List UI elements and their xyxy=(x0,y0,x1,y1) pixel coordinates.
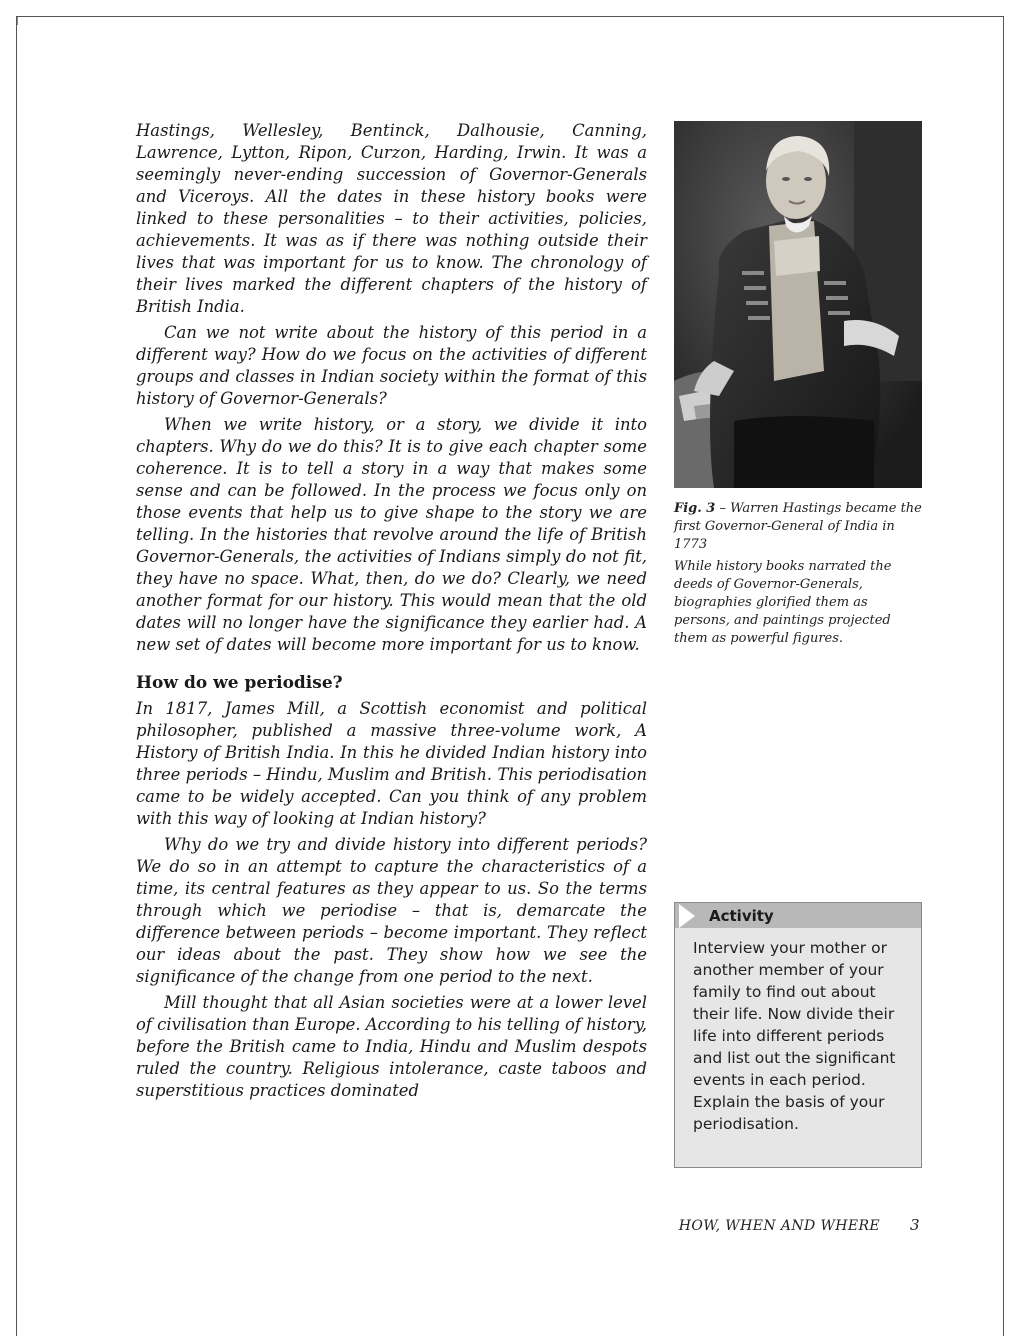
crop-mark xyxy=(17,17,18,25)
figure-label: Fig. 3 xyxy=(674,501,716,516)
caption-note: While history books narrated the deeds of Governor-Generals, biographies glorified them as persons, and paintings projected them as powerful figures. xyxy=(674,559,892,646)
activity-title: Activity xyxy=(709,906,774,925)
portrait-image xyxy=(674,121,922,488)
paragraph-6: Mill thought that all Asian societies were at a lower level of civilisation than Europe. According to his telling of history, before the British came to India, Hindu and Muslim despots ruled the country. Religious intolerance, caste taboos and superstitious practices dominated xyxy=(136,993,647,1100)
page-number: 3 xyxy=(910,1216,920,1234)
page-footer xyxy=(679,1216,920,1234)
section-heading: How do we periodise? xyxy=(136,673,343,693)
warren-hastings-portrait xyxy=(674,121,922,488)
figure-description: – Warren Hastings became the first Governor-General of India in 1773 xyxy=(674,501,922,552)
paragraph-5: Why do we try and divide history into different periods? We do so in an attempt to capture the characteristics of a time, its central features as they appear to us. So the terms through which we periodise – that is, demarcate the difference between periods – become important. They reflect our ideas about the past. They show how we see the significance of the change from one period to the next. xyxy=(136,835,647,986)
figure-caption xyxy=(674,500,922,652)
paragraph-4: In 1817, James Mill, a Scottish economist and political philosopher, published a massive three-volume work, A History of British India. In this he divided Indian history into three periods – Hindu, Muslim and British. This periodisation came to be widely accepted. Can you think of any problem with this way of looking at Indian history? xyxy=(136,699,647,828)
paragraph-3: When we write history, or a story, we divide it into chapters. Why do we do this? It is to give each chapter some coherence. It is to tell a story in a way that makes some sense and can be followed. In the process we focus only on those events that help us to give shape to the story we are telling. In the histories that revolve around the life of British Governor-Generals, the activities of Indians simply do not fit, they have no space. What, then, do we do? Clearly, we need another format for our history. This would mean that the old dates will no longer have the significance they earlier had. A new set of dates will become more important for us to know. xyxy=(136,415,647,654)
paragraph-1: Hastings, Wellesley, Bentinck, Dalhousie, Canning, Lawrence, Lytton, Ripon, Curzon, Harding, Irwin. It was a seemingly never-ending succession of Governor-Generals and Viceroys. All the dates in these history books were linked to these personalities – to their activities, policies, achievements. It was as if there was nothing outside their lives that was important for us to know. The chronology of their lives marked the different chapters of the history of British India. xyxy=(136,121,647,316)
paragraph-2: Can we not write about the history of this period in a different way? How do we focus on the activities of different groups and classes in Indian society within the format of this history of Governor-Generals? xyxy=(136,323,647,408)
main-text-column xyxy=(136,120,647,1106)
activity-box xyxy=(674,902,922,1168)
running-head: HOW, WHEN AND WHERE xyxy=(678,1218,881,1234)
caption-title xyxy=(674,500,922,554)
chevron-right-icon xyxy=(679,904,695,928)
activity-body: Interview your mother or another member of your family to find out about their life. Now divide their life into different periods and list out the significant events in each period. Explain the basis of your periodisation. xyxy=(693,939,896,1133)
activity-header xyxy=(675,903,921,928)
